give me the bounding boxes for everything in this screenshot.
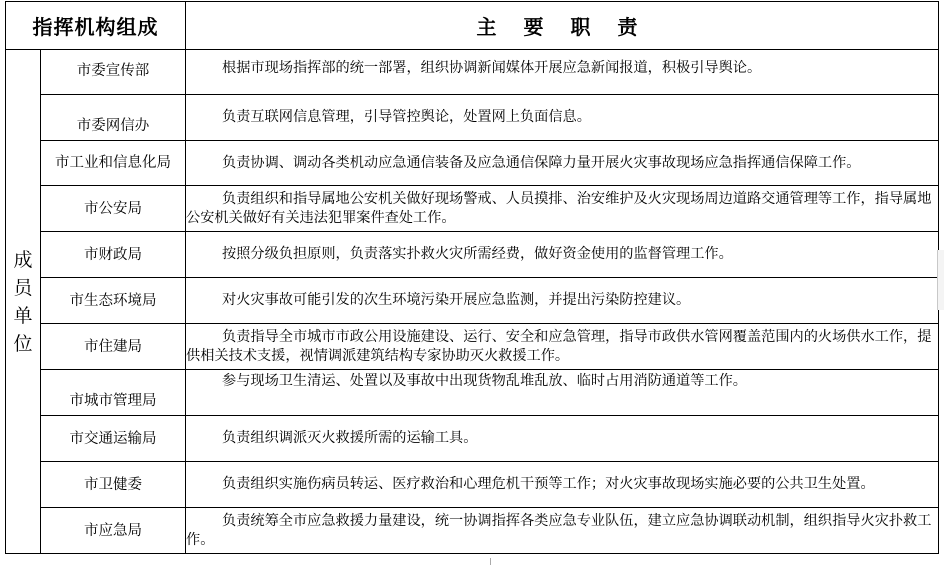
duty-description: 负责组织调派灭火救援所需的运输工具。 [186,416,939,462]
table-row [6,232,939,278]
duty-table [5,1,939,554]
org-header: 指挥机构组成 [6,2,186,50]
unit-name: 市委宣传部 [41,50,186,95]
vertical-scrollbar[interactable] [937,250,944,310]
table-row [6,278,939,324]
duty-header: 主 要 职 责 [186,2,939,50]
header-row [6,2,939,50]
table-row [6,370,939,416]
duty-description: 根据市现场指挥部的统一部署，组织协调新闻媒体开展应急新闻报道，积极引导舆论。 [186,50,939,95]
table-row [6,462,939,508]
table-row [6,141,939,186]
duty-description: 负责组织和指导属地公安机关做好现场警戒、人员摸排、治安维护及火灾现场周边道路交通管理等工作，指导属地公安机关做好有关违法犯罪案件查处工作。 [186,186,939,232]
duty-description: 负责互联网信息管理，引导管控舆论，处置网上负面信息。 [186,95,939,141]
unit-name: 市交通运输局 [41,416,186,462]
duty-description: 负责协调、调动各类机动应急通信装备及应急通信保障力量开展火灾事故现场应急指挥通信保障工作。 [186,141,939,186]
unit-name: 市卫健委 [41,462,186,508]
table-row [6,95,939,141]
unit-name: 市工业和信息化局 [41,141,186,186]
duty-description: 负责指导全市城市市政公用设施建设、运行、安全和应急管理，指导市政供水管网覆盖范围内的火场供水工作，提供相关技术支援，视情调派建筑结构专家协助灭火救援工作。 [186,324,939,370]
unit-name: 市财政局 [41,232,186,278]
page-divider-mark [490,558,491,565]
table-row [6,324,939,370]
duty-description: 对火灾事故可能引发的次生环境污染开展应急监测，并提出污染防控建议。 [186,278,939,324]
table-row [6,50,939,95]
unit-name: 市生态环境局 [41,278,186,324]
unit-name: 市住建局 [41,324,186,370]
unit-name: 市城市管理局 [41,370,186,416]
duty-description: 负责组织实施伤病员转运、医疗救治和心理危机干预等工作；对火灾事故现场实施必要的公共卫生处置。 [186,462,939,508]
table-row [6,508,939,554]
unit-name: 市委网信办 [41,95,186,141]
duty-description: 按照分级负担原则，负责落实扑救火灾所需经费，做好资金使用的监督管理工作。 [186,232,939,278]
table-row [6,416,939,462]
duty-description: 参与现场卫生清运、处置以及事故中出现货物乱堆乱放、临时占用消防通道等工作。 [186,370,939,416]
duty-description: 负责统筹全市应急救援力量建设，统一协调指挥各类应急专业队伍，建立应急协调联动机制，组织指导火灾扑救工作。 [186,508,939,554]
table-row [6,186,939,232]
unit-name: 市公安局 [41,186,186,232]
member-units-group-label: 成 员 单 位 [6,50,41,554]
unit-name: 市应急局 [41,508,186,554]
